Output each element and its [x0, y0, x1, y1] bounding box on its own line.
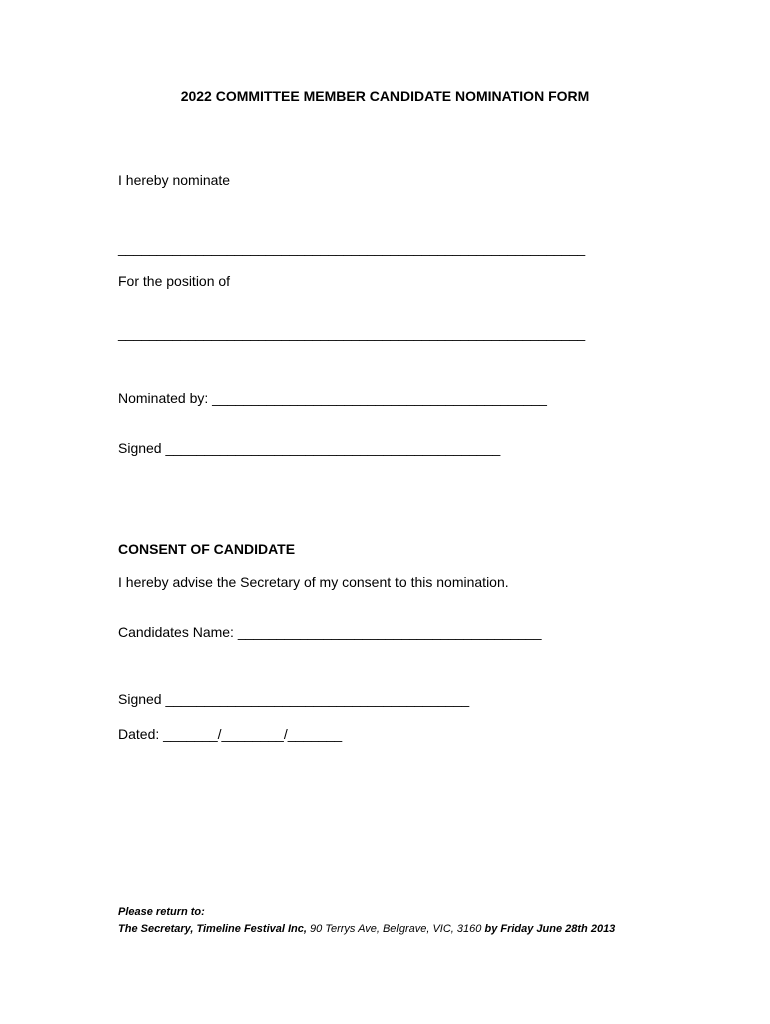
dated-field[interactable]: Dated: _______/________/_______	[118, 726, 343, 742]
position-blank-field[interactable]: ____________________________________________________________	[118, 325, 586, 341]
candidate-name-field[interactable]: Candidates Name: _______________________________________	[118, 624, 542, 640]
nominee-blank-field[interactable]: ____________________________________________________________	[118, 240, 586, 256]
recipient-text: The Secretary, Timeline Festival Inc,	[118, 923, 307, 935]
nominate-label: I hereby nominate	[118, 172, 231, 188]
consent-statement: I hereby advise the Secretary of my consent to this nomination.	[118, 574, 509, 590]
deadline-text: by Friday June 28th 2013	[484, 923, 616, 935]
return-address	[118, 923, 615, 935]
address-text: 90 Terrys Ave, Belgrave, VIC, 3160	[309, 923, 482, 935]
return-label: Please return to:	[118, 906, 205, 918]
candidate-signed-field[interactable]: Signed _______________________________________	[118, 691, 470, 707]
form-title: 2022 COMMITTEE MEMBER CANDIDATE NOMINATION FORM	[180, 88, 590, 104]
nominator-signed-field[interactable]: Signed ___________________________________________	[118, 440, 501, 456]
position-label: For the position of	[118, 273, 231, 289]
consent-heading: CONSENT OF CANDIDATE	[118, 541, 296, 557]
nominated-by-field[interactable]: Nominated by: ___________________________________________	[118, 390, 547, 406]
